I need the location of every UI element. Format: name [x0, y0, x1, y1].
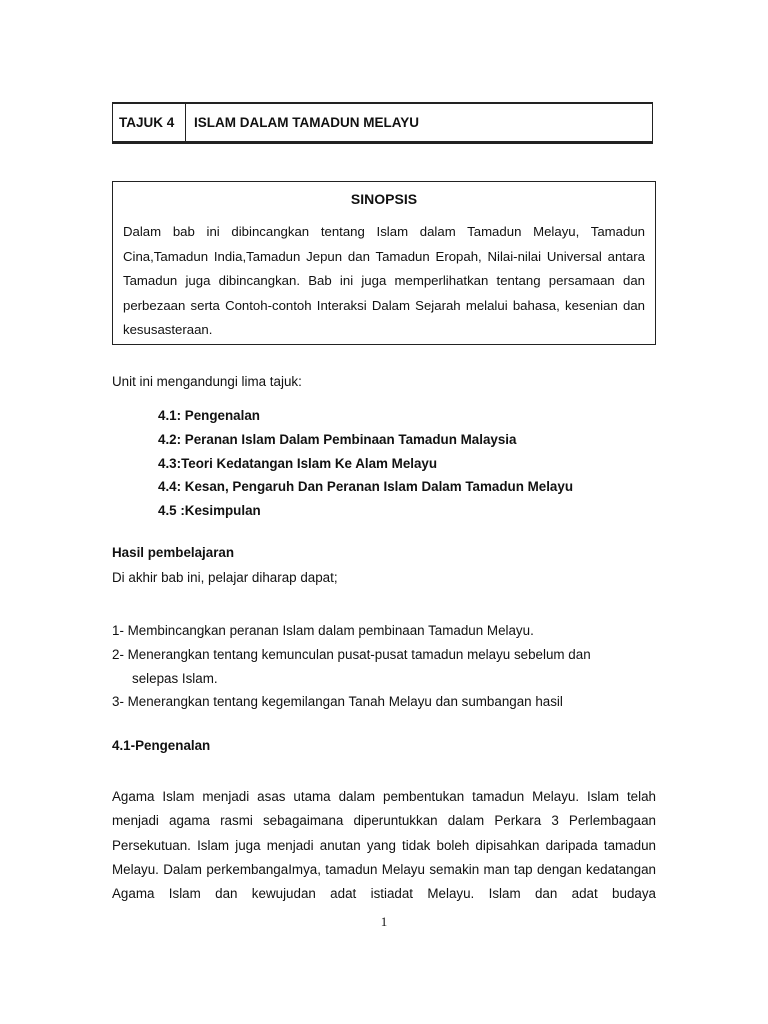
topic-list	[158, 404, 573, 523]
topic-item: 4.3:Teori Kedatangan Islam Ke Alam Melayu	[158, 455, 438, 471]
topic-item: 4.2: Peranan Islam Dalam Pembinaan Tamadun Malaysia	[158, 431, 517, 447]
topic-item: 4.4: Kesan, Pengaruh Dan Peranan Islam Dalam Tamadun Melayu	[158, 479, 573, 495]
outcome-item: 1- Membincangkan peranan Islam dalam pembinaan Tamadun Melayu.	[112, 623, 534, 638]
page-number: 1	[380, 914, 388, 929]
outcome-item: 2- Menerangkan tentang kemunculan pusat-pusat tamadun melayu sebelum dan	[112, 646, 591, 662]
sinopsis-text: Dalam bab ini dibincangkan tentang Islam dalam Tamadun Melayu, Tamadun Cina,Tamadun India,Tamadun Jepun dan Tamadun Eropah, Nilai-nilai Universal antara Tamadun juga dibincangkan. Bab ini juga memperlihatkan tentang persamaan dan perbezaan serta Contoh-contoh Interaksi Dalam Sejarah melalui bahasa, kesenian dan kesusasteraan.	[123, 224, 645, 337]
learning-outcomes-list	[112, 619, 672, 714]
learning-outcomes-subtitle: Di akhir bab ini, pelajar diharap dapat;	[112, 570, 338, 585]
outcome-item: 3- Menerangkan tentang kegemilangan Tanah Melayu dan sumbangan hasil	[112, 694, 563, 710]
outcome-item-continuation: selepas Islam.	[132, 670, 218, 686]
learning-outcomes-title: Hasil pembelajaran	[112, 545, 235, 560]
section-title: 4.1-Pengenalan	[112, 738, 211, 753]
sinopsis-heading: SINOPSIS	[350, 191, 418, 207]
section-paragraph: Agama Islam menjadi asas utama dalam pembentukan tamadun Melayu. Islam telah menjadi agama rasmi sebagaimana diperuntukkan dalam Perkara 3 Perlembagaan Persekutuan. Islam juga menjadi anutan yang tidak boleh dipisahkan daripada tamadun Melayu. Dalam perkembangaImya, tamadun Melayu semakin man tap dengan kedatangan Agama Islam dan kewujudan adat istiadat Melayu. Islam dan adat budaya	[112, 789, 656, 902]
topic-item: 4.1: Pengenalan	[158, 408, 260, 423]
topic-header-table	[112, 102, 653, 144]
sinopsis-box	[112, 181, 656, 345]
topic-number-cell: TAJUK 4	[113, 104, 186, 141]
topic-item: 4.5 :Kesimpulan	[158, 503, 261, 519]
unit-intro: Unit ini mengandungi lima tajuk:	[112, 374, 302, 389]
topic-title-cell: ISLAM DALAM TAMADUN MELAYU	[194, 115, 419, 130]
